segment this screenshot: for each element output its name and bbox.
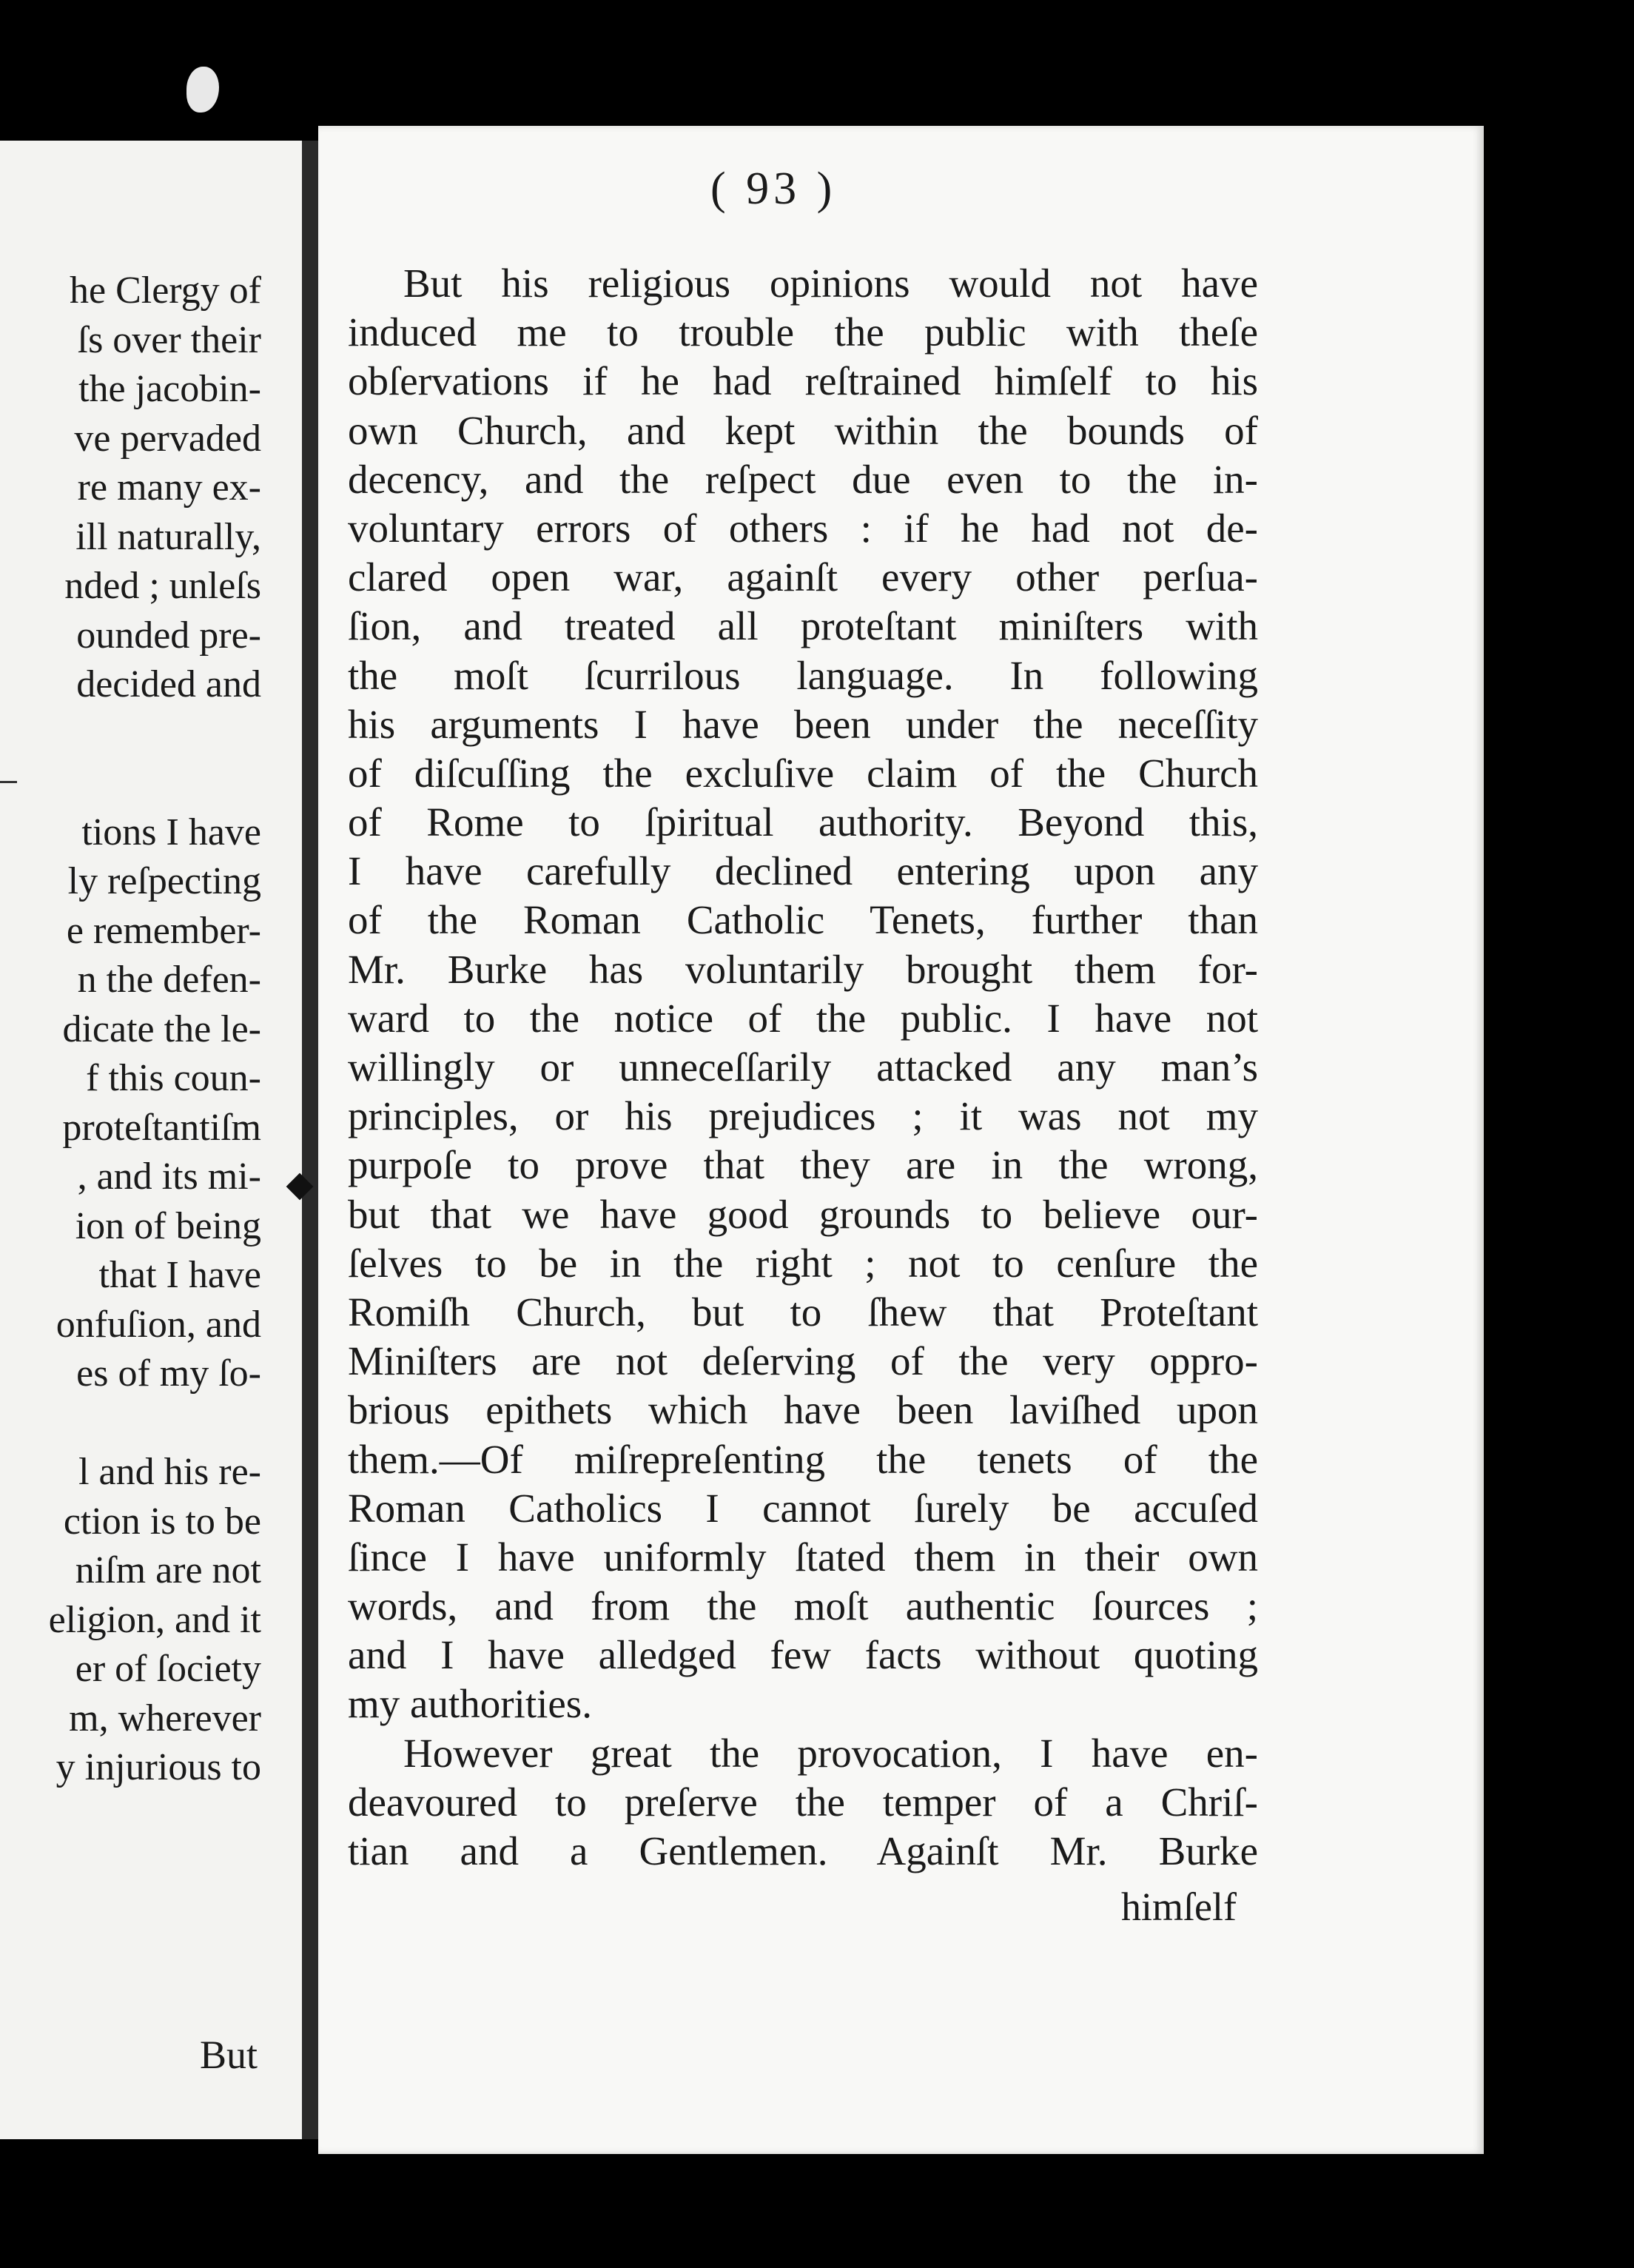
text-line: However great the provocation, I have en- <box>403 1730 1258 1776</box>
left-line: es of my ſo- <box>76 1352 261 1395</box>
text-line: I have carefully declined entering upon any <box>348 848 1258 894</box>
text-line: but that we have good grounds to believe our- <box>348 1191 1258 1237</box>
page-body-text <box>348 259 1258 1876</box>
text-line: ſince I have uniformly ſtated them in their own <box>348 1534 1258 1580</box>
left-line: decided and <box>76 663 261 705</box>
left-line: onfuſion, and <box>56 1303 261 1346</box>
text-line: his arguments I have been under the neceſſity <box>348 701 1258 747</box>
text-line: them.—Of miſrepreſenting the tenets of the <box>348 1436 1258 1482</box>
catchword: himſelf <box>1121 1885 1237 1929</box>
text-line: Miniſters are not deſerving of the very oppro- <box>348 1338 1258 1384</box>
text-line: principles, or his prejudices ; it was not my <box>348 1093 1258 1139</box>
left-line: the jacobin- <box>78 368 261 410</box>
text-line: decency, and the reſpect due even to the in- <box>348 456 1258 502</box>
left-line: ly reſpecting <box>67 860 261 902</box>
left-line: tions I have <box>81 811 261 853</box>
page-number: ( 93 ) <box>710 164 837 214</box>
left-line: that I have <box>98 1254 261 1296</box>
left-line: m, wherever <box>69 1697 261 1739</box>
text-line: voluntary errors of others : if he had not de- <box>348 505 1258 551</box>
left-line: l and his re- <box>78 1451 261 1493</box>
section-rule <box>0 759 261 808</box>
text-line: my authorities. <box>348 1681 592 1727</box>
text-line: of diſcuſſing the excluſive claim of the Church <box>348 750 1258 796</box>
text-line: Romiſh Church, but to ſhew that Proteſtant <box>348 1289 1258 1335</box>
text-line: obſervations if he had reſtrained himſelf to his <box>348 358 1258 404</box>
text-line: the moſt ſcurrilous language. In following <box>348 652 1258 698</box>
text-line: tian and a Gentlemen. Againſt Mr. Burke <box>348 1828 1258 1873</box>
left-line: ion of being <box>75 1204 261 1247</box>
text-line: of the Roman Catholic Tenets, further than <box>348 897 1258 943</box>
text-line: brious epithets which have been laviſhed upon <box>348 1387 1258 1433</box>
left-line: eligion, and it <box>48 1598 261 1641</box>
left-line: proteſtantiſm <box>62 1106 261 1149</box>
text-line: purpoſe to prove that they are in the wrong, <box>348 1142 1258 1188</box>
left-line: , and its mi- <box>77 1155 261 1198</box>
left-line: er of ſociety <box>75 1648 261 1690</box>
text-line: clared open war, againſt every other perſua- <box>348 554 1258 600</box>
left-line: y injurious to <box>56 1746 261 1788</box>
text-line: ward to the notice of the public. I have not <box>348 995 1258 1041</box>
left-catchword: But <box>199 2033 258 2077</box>
text-line: But his religious opinions would not have <box>403 261 1258 306</box>
text-line: Roman Catholics I cannot ſurely be accuſed <box>348 1485 1258 1531</box>
left-line: ſs over their <box>77 318 261 361</box>
text-line: of Rome to ſpiritual authority. Beyond this, <box>348 799 1258 845</box>
left-page-fragment <box>0 141 302 2139</box>
text-line: ſelves to be in the right ; not to cenſure the <box>348 1240 1258 1286</box>
text-line: Mr. Burke has voluntarily brought them for- <box>348 946 1258 992</box>
left-line: e remember- <box>66 909 261 952</box>
ink-blot <box>186 67 219 113</box>
left-blank-line <box>0 710 261 759</box>
text-line: own Church, and kept within the bounds of <box>348 407 1258 453</box>
left-line: n the defen- <box>77 959 261 1001</box>
left-line: nded ; unleſs <box>64 565 261 607</box>
left-line: ction is to be <box>63 1500 261 1543</box>
left-line: niſm are not <box>75 1549 261 1591</box>
left-line: ounded pre- <box>76 614 261 657</box>
text-line: words, and from the moſt authentic ſources ; <box>348 1583 1258 1629</box>
left-line: re many ex- <box>77 466 261 509</box>
text-line: and I have alledged few facts without quoting <box>348 1632 1258 1678</box>
left-line: he Clergy of <box>70 269 261 312</box>
text-line: induced me to trouble the public with theſe <box>348 309 1258 355</box>
left-line: f this coun- <box>86 1057 261 1099</box>
left-line: ve pervaded <box>74 417 261 460</box>
text-line: deavoured to preſerve the temper of a Chriſ- <box>348 1779 1258 1825</box>
left-page-text <box>0 266 261 1793</box>
left-line: dicate the le- <box>62 1007 261 1050</box>
text-line: ſion, and treated all proteſtant miniſters with <box>348 603 1258 649</box>
left-blank-line <box>0 1399 261 1449</box>
book-gutter <box>302 141 318 2139</box>
text-line: willingly or unneceſſarily attacked any man’s <box>348 1044 1258 1090</box>
left-line: ill naturally, <box>75 515 261 558</box>
